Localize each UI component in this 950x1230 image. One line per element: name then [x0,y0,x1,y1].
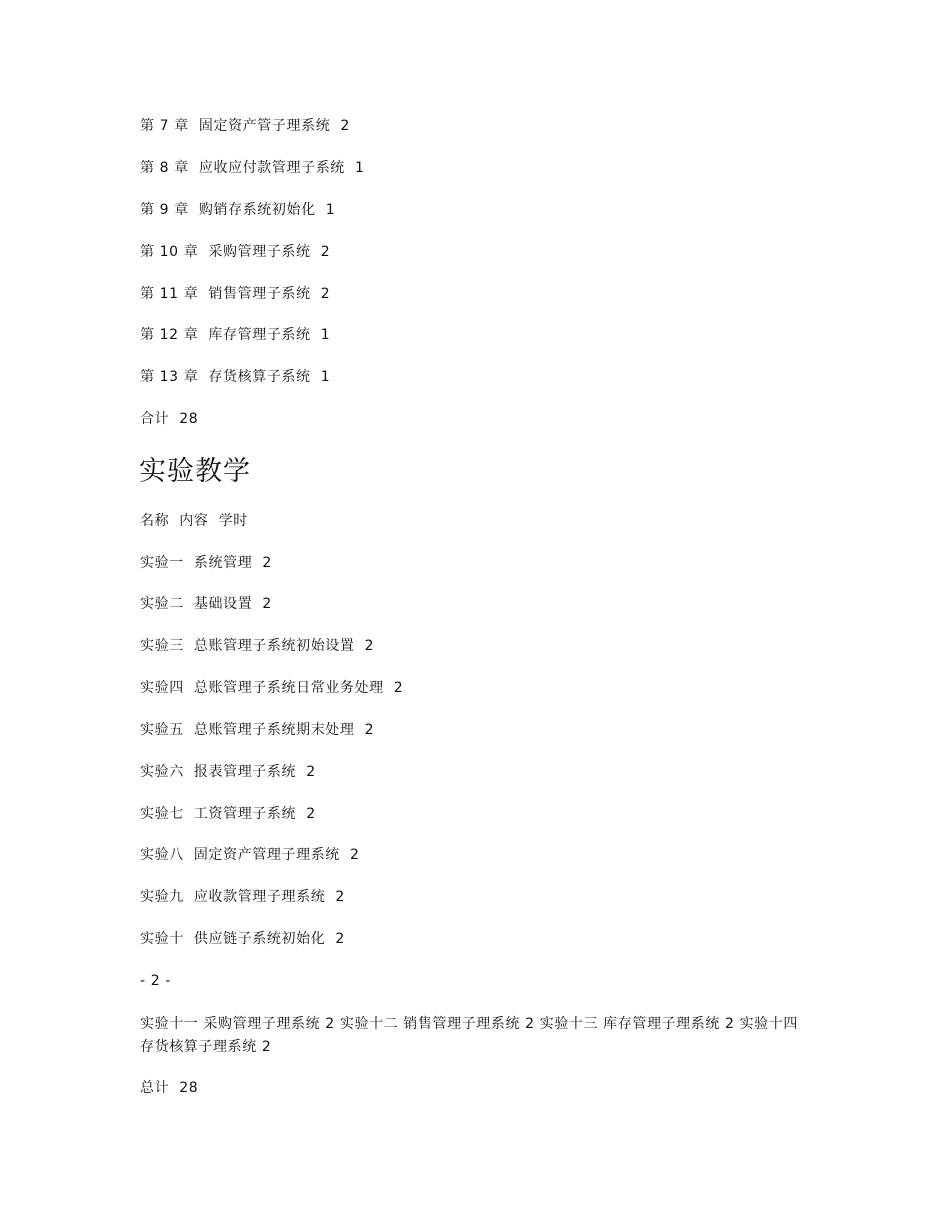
chapter-line: 第 9 章 购销存系统初始化 1 [140,202,336,218]
section-heading: 实验教学 [139,456,251,487]
page-number: - 2 - [140,973,171,989]
experiment-line: 实验八 固定资产管理子理系统 2 [140,847,360,863]
experiment-line: 实验三 总账管理子系统初始设置 2 [140,638,375,654]
experiments-continued-paragraph: 实验十一 采购管理子理系统 2 实验十二 销售管理子理系统 2 实验十三 库存管理子理系统 2 实验十四 存货核算子理系统 2 [140,1016,798,1055]
experiment-line: 实验七 工资管理子系统 2 [140,806,316,822]
chapter-line: 第 7 章 固定资产管子理系统 2 [140,118,350,134]
chapters-total: 合计 28 [140,411,199,427]
experiment-line: 实验十 供应链子系统初始化 2 [140,931,345,947]
experiment-line: 实验五 总账管理子系统期末处理 2 [140,722,375,738]
experiment-line: 实验四 总账管理子系统日常业务处理 2 [140,680,404,696]
experiment-line: 实验一 系统管理 2 [140,555,272,571]
experiment-line: 实验九 应收款管理子理系统 2 [140,889,345,905]
chapter-line: 第 8 章 应收应付款管理子系统 1 [140,160,365,176]
chapter-line: 第 13 章 存货核算子系统 1 [140,369,331,385]
experiments-header: 名称 内容 学时 [140,513,248,529]
experiments-total: 总计 28 [140,1080,199,1096]
chapter-line: 第 11 章 销售管理子系统 2 [140,286,331,302]
chapter-line: 第 10 章 采购管理子系统 2 [140,244,331,260]
experiment-line: 实验二 基础设置 2 [140,596,272,612]
chapter-line: 第 12 章 库存管理子系统 1 [140,327,331,343]
experiment-line: 实验六 报表管理子系统 2 [140,764,316,780]
